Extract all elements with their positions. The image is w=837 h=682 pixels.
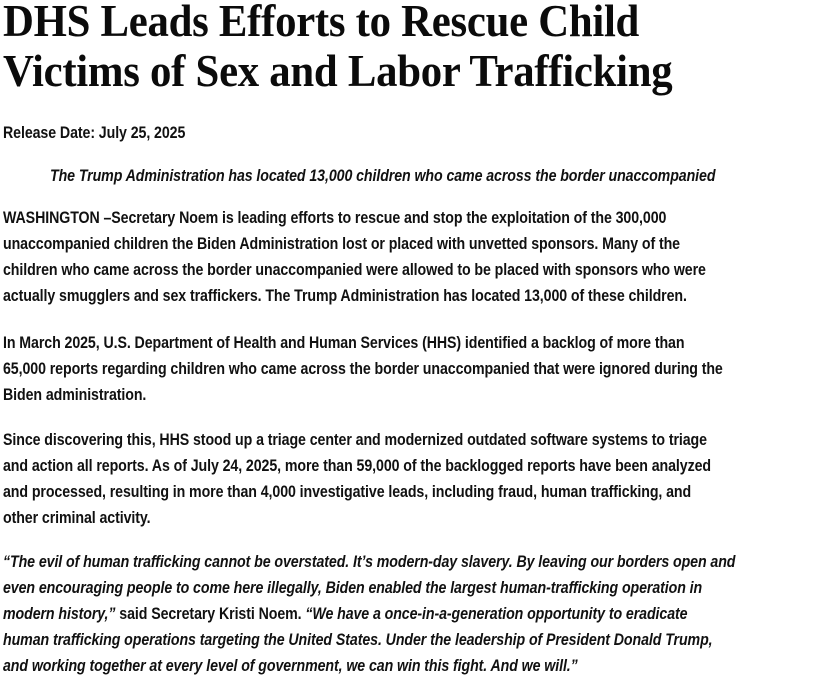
- quote-paragraph: [3, 549, 735, 679]
- paragraph-line: WASHINGTON –Secretary Noem is leading efforts to rescue and stop the exploitation of the 300,000: [3, 209, 667, 227]
- paragraph-washington: [3, 205, 706, 309]
- paragraph-line: other criminal activity.: [3, 509, 151, 527]
- paragraph-line: children who came across the border unaccompanied were allowed to be placed with sponsors who were: [3, 261, 706, 279]
- quote-fragment: “We have a once-in-a-generation opportunity to eradicate: [305, 605, 688, 623]
- paragraph-line: Biden administration.: [3, 386, 147, 404]
- quote-fragment: modern history,”: [3, 605, 116, 623]
- quote-line: “The evil of human trafficking cannot be overstated. It’s modern-day slavery. By leaving our borders open and: [3, 553, 736, 571]
- paragraph-line: Since discovering this, HHS stood up a triage center and modernized outdated software systems to triage: [3, 431, 707, 449]
- page-title: [3, 0, 775, 96]
- quote-attribution: said Secretary Kristi Noem.: [115, 605, 306, 623]
- paragraph-line: actually smugglers and sex traffickers. The Trump Administration has located 13,000 of these children.: [3, 287, 687, 305]
- headline-line-2: Victims of Sex and Labor Trafficking: [3, 45, 673, 96]
- quote-line: human trafficking operations targeting the United States. Under the leadership of President Donald Trump,: [3, 631, 713, 649]
- paragraph-line: and action all reports. As of July 24, 2025, more than 59,000 of the backlogged reports have been analyzed: [3, 457, 711, 475]
- paragraph-triage-center: [3, 427, 711, 531]
- paragraph-line: In March 2025, U.S. Department of Health and Human Services (HHS) identified a backlog of more than: [3, 334, 685, 352]
- release-date: Release Date: July 25, 2025: [3, 124, 186, 142]
- paragraph-line: unaccompanied children the Biden Administration lost or placed with unvetted sponsors. Many of the: [3, 235, 680, 253]
- paragraph-hhs-backlog: [3, 330, 723, 408]
- paragraph-line: 65,000 reports regarding children who came across the border unaccompanied that were ignored during the: [3, 360, 723, 378]
- subtitle: The Trump Administration has located 13,000 children who came across the border unaccompanied: [50, 167, 716, 185]
- quote-line: even encouraging people to come here illegally, Biden enabled the largest human-trafficking operation in: [3, 579, 703, 597]
- quote-line-with-attribution: [3, 601, 735, 627]
- paragraph-line: and processed, resulting in more than 4,000 investigative leads, including fraud, human trafficking, and: [3, 483, 692, 501]
- quote-line: and working together at every level of government, we can win this fight. And we will.”: [3, 657, 578, 675]
- headline-line-1: DHS Leads Efforts to Rescue Child: [3, 0, 640, 46]
